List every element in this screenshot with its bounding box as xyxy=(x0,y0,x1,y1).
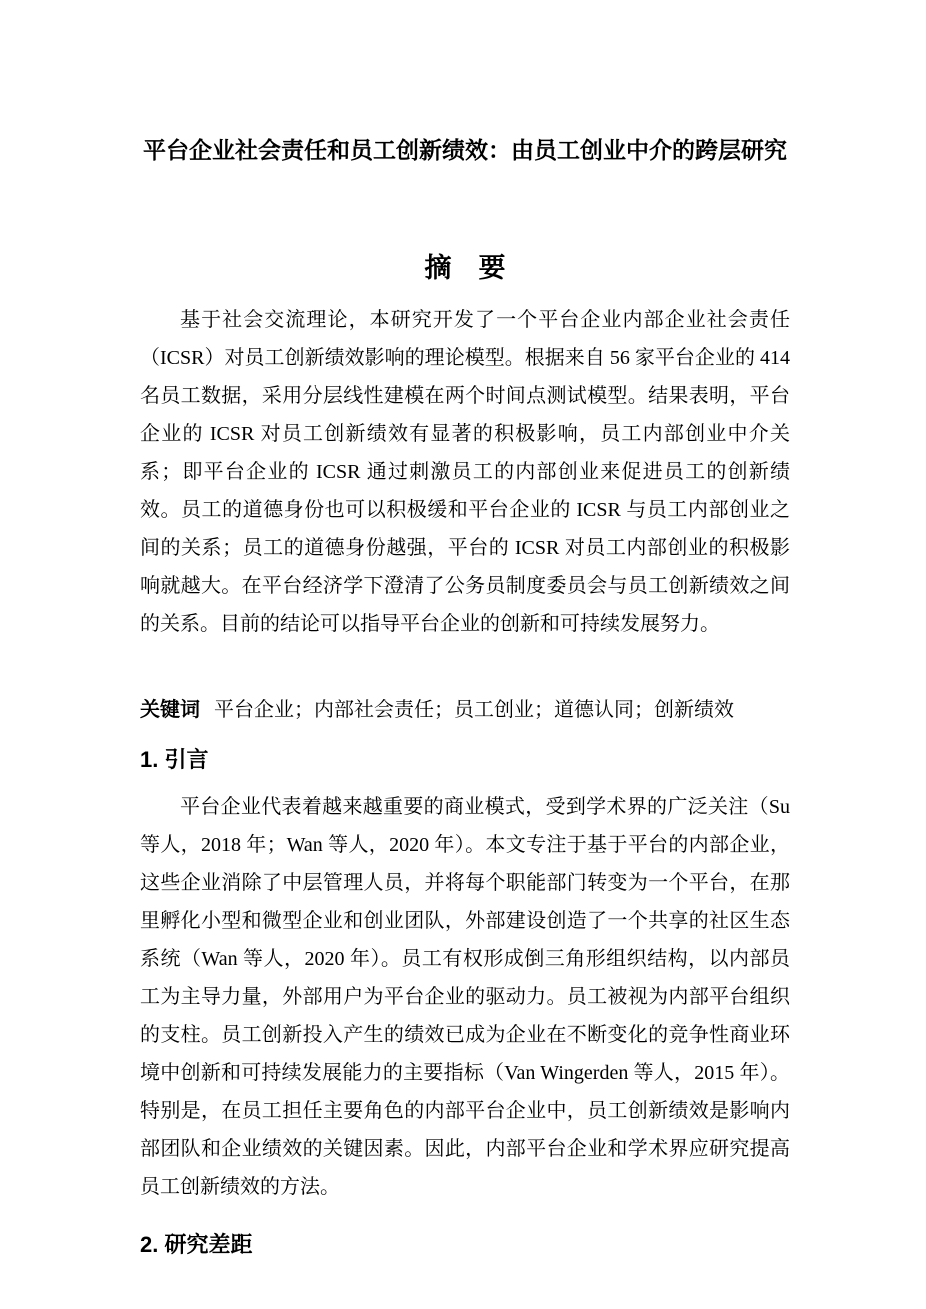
keywords-line xyxy=(140,695,790,725)
section-heading-research-gap: 2. 研究差距 xyxy=(140,1232,253,1257)
section-heading-introduction: 1. 引言 xyxy=(140,747,209,772)
introduction-paragraph: 平台企业代表着越来越重要的商业模式，受到学术界的广泛关注（Su 等人，2018 年；Wan 等人，2020 年）。本文专注于基于平台的内部企业，这些企业消除了中层管理人员，并将每个职能部门转变为一个平台，在那里孵化小型和微型企业和创业团队，外部建设创造了一个共享的社区生态系统（Wan 等人，2020 年）。员工有权形成倒三角形组织结构，以内部员工为主导力量，外部用户为平台企业的驱动力。员工被视为内部平台组织的支柱。员工创新投入产生的绩效已成为企业在不断变化的竞争性商业环境中创新和可持续发展能力的主要指标（Van Wingerden 等人，2015 年）。特别是，在员工担任主要角色的内部平台企业中，员工创新绩效是影响内部团队和企业绩效的关键因素。因此，内部平台企业和学术界应研究提高员工创新绩效的方法。 xyxy=(140,796,790,1198)
abstract-paragraph: 基于社会交流理论，本研究开发了一个平台企业内部企业社会责任（ICSR）对员工创新绩效影响的理论模型。根据来自 56 家平台企业的 414 名员工数据，采用分层线性建模在两个时间点测试模型。结果表明，平台企业的 ICSR 对员工创新绩效有显著的积极影响，员工内部创业中介关系；即平台企业的 ICSR 通过刺激员工的内部创业来促进员工的创新绩效。员工的道德身份也可以积极缓和平台企业的 ICSR 与员工内部创业之间的关系；员工的道德身份越强，平台的 ICSR 对员工内部创业的积极影响就越大。在平台经济学下澄清了公务员制度委员会与员工创新绩效之间的关系。目前的结论可以指导平台企业的创新和可持续发展努力。 xyxy=(140,309,790,635)
paper-title: 平台企业社会责任和员工创新绩效：由员工创业中介的跨层研究 xyxy=(143,137,787,163)
keywords-text: 平台企业；内部社会责任；员工创业；道德认同；创新绩效 xyxy=(214,699,734,721)
abstract-heading: 摘 要 xyxy=(424,253,506,283)
keywords-label: 关键词 xyxy=(140,699,200,721)
